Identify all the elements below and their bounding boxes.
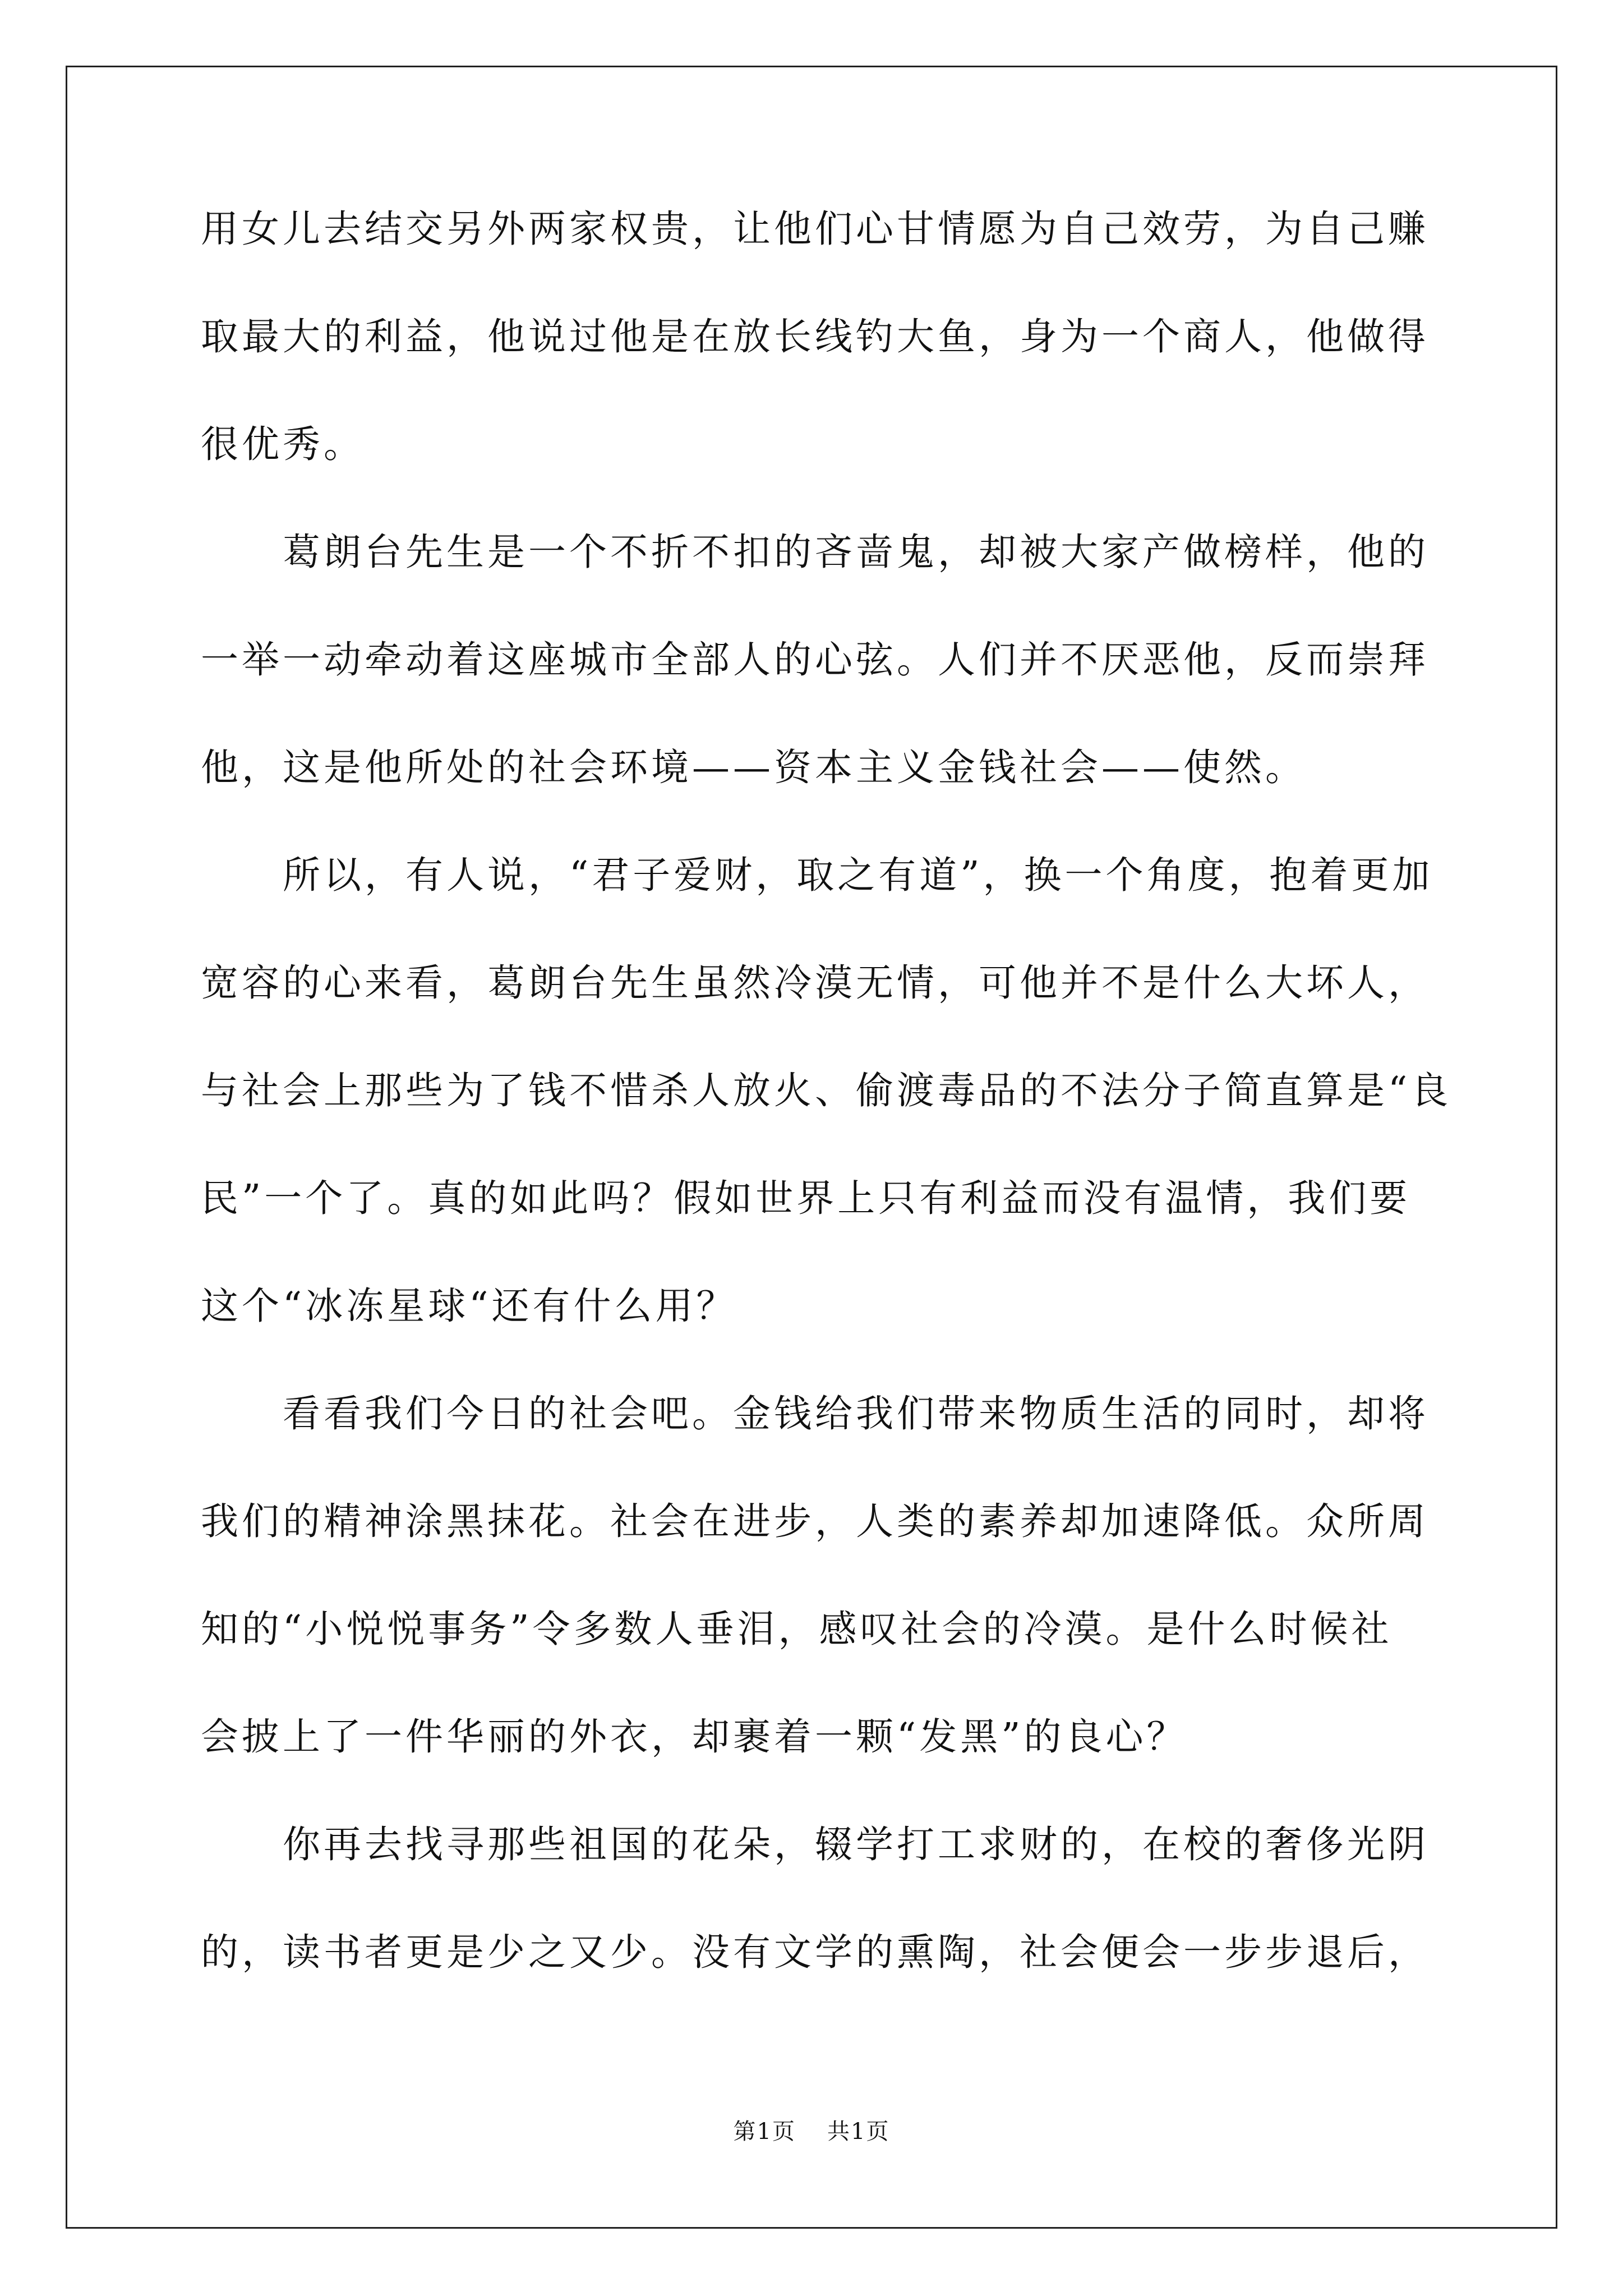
paragraph-5 bbox=[201, 1818, 1435, 1979]
document-body bbox=[201, 202, 1452, 2033]
text-line: 你再去找寻那些祖国的花朵，辍学打工求财的，在校的奢侈光阴 bbox=[283, 1823, 1429, 1866]
paragraph-2 bbox=[201, 525, 1435, 794]
paragraph-3 bbox=[201, 848, 1452, 1333]
paragraph-4 bbox=[201, 1387, 1435, 1764]
paragraph-1 bbox=[201, 202, 1435, 471]
text-line: 的，读书者更是少之又少。没有文学的熏陶，社会便会一步步退后， bbox=[201, 1930, 1429, 1974]
text-line: 所以，有人说，“君子爱财，取之有道”，换一个角度，抱着更加 bbox=[283, 853, 1433, 897]
text-line: 看看我们今日的社会吧。金钱给我们带来物质生活的同时，却将 bbox=[283, 1392, 1429, 1435]
text-line: 用女儿去结交另外两家权贵，让他们心甘情愿为自己效劳，为自己赚 bbox=[201, 207, 1429, 251]
text-line: 会披上了一件华丽的外衣，却裹着一颗“发黑”的良心？ bbox=[201, 1715, 1188, 1759]
page-number: 第1页 bbox=[733, 2119, 796, 2145]
text-line: 一举一动牵动着这座城市全部人的心弦。人们并不厌恶他，反而崇拜 bbox=[201, 638, 1429, 682]
text-line: 民”一个了。真的如此吗？假如世界上只有利益而没有温情，我们要 bbox=[201, 1176, 1411, 1220]
text-line: 他，这是他所处的社会环境——资本主义金钱社会——使然。 bbox=[201, 746, 1306, 789]
text-line: 葛朗台先生是一个不折不扣的吝啬鬼，却被大家产做榜样，他的 bbox=[283, 530, 1429, 574]
text-line: 取最大的利益，他说过他是在放长线钓大鱼，身为一个商人，他做得 bbox=[201, 315, 1429, 358]
text-line: 与社会上那些为了钱不惜杀人放火、偷渡毒品的不法分子简直算是“良 bbox=[201, 1069, 1452, 1112]
text-line: 我们的精神涂黑抹花。社会在进步，人类的素养却加速降低。众所周 bbox=[201, 1499, 1429, 1543]
text-line: 很优秀。 bbox=[201, 422, 365, 466]
text-line: 宽容的心来看，葛朗台先生虽然冷漠无情，可他并不是什么大坏人， bbox=[201, 961, 1429, 1005]
text-line: 知的“小悦悦事务”令多数人垂泪，感叹社会的冷漠。是什么时候社 bbox=[201, 1607, 1393, 1651]
page-footer bbox=[0, 2114, 1623, 2146]
text-line: 这个“冰冻星球“还有什么用？ bbox=[201, 1284, 737, 1328]
page-total: 共1页 bbox=[827, 2119, 890, 2145]
